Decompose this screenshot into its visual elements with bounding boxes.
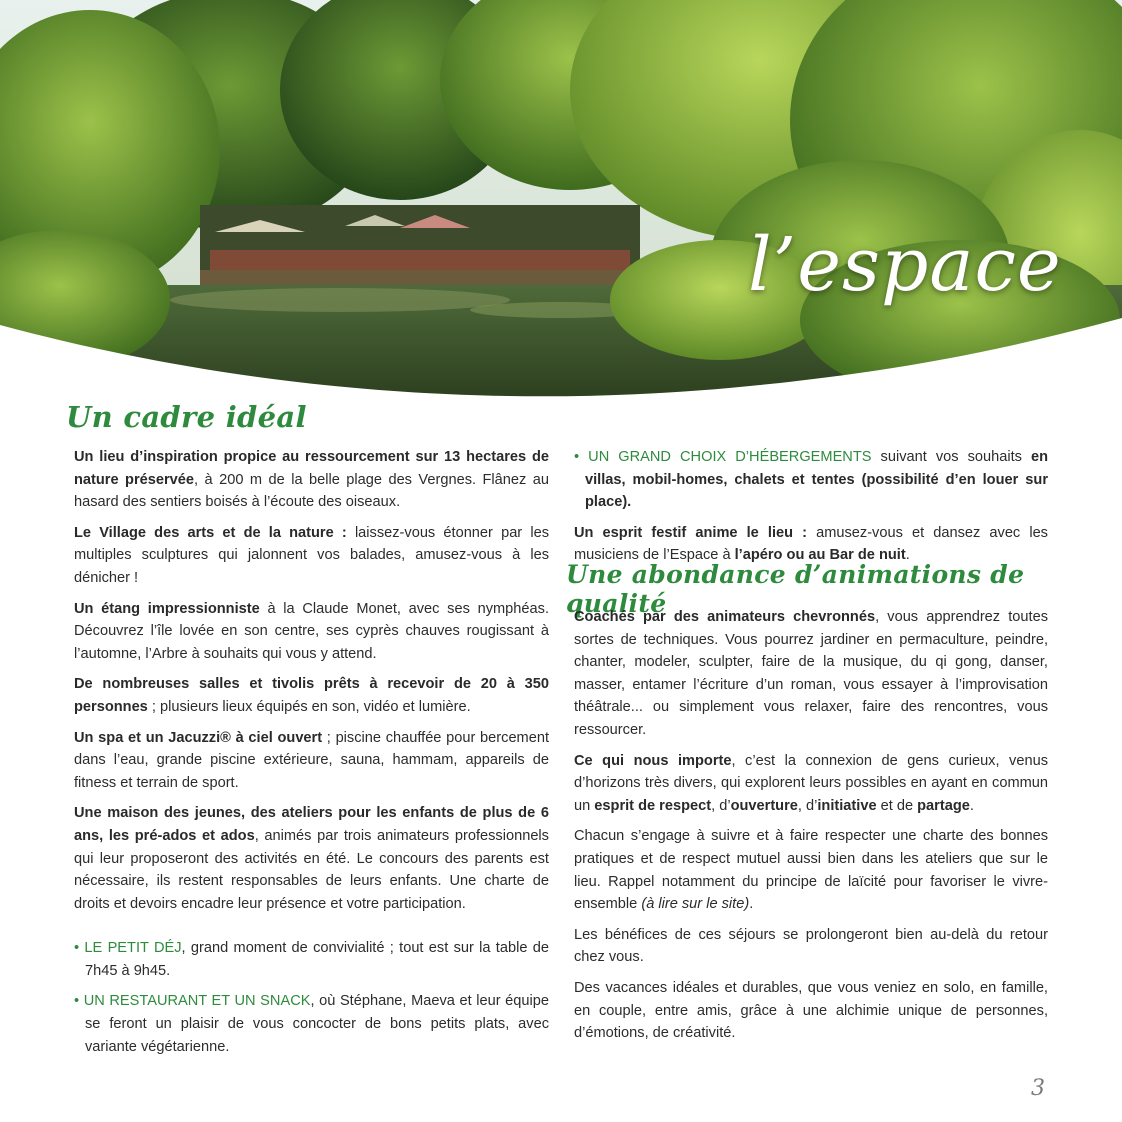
section-title-animations: Une abondance d’animations de qualité bbox=[566, 560, 1025, 618]
paragraph-benefices: Les bénéfices de ces séjours se prolongeront bien au-delà du retour chez vous. bbox=[574, 926, 1048, 966]
garden-pond-illustration bbox=[0, 0, 1122, 400]
page-number: 3 bbox=[1031, 1076, 1045, 1101]
paragraph-vacances: Des vacances idéales et durables, que vous veniez en solo, en famille, en couple, entre amis, grâce à une alchimie unique de personnes, d’émotions, de créativité. bbox=[574, 979, 1048, 1042]
paragraph-salles: De nombreuses salles et tivolis prêts à recevoir de 20 à 350 personnes ; plusieurs lieux équipés en son, vidéo et lumière. bbox=[74, 676, 549, 715]
paragraph-jeunes: Une maison des jeunes, des ateliers pour les enfants de plus de 6 ans, les pré-ados et ados, animés par trois animateurs professionnels qui leur proposeront des activités en été. Le concours des parents est nécessaire, ils restent responsables de leurs enfants. Une charte de droits et devoirs encadre leur présence et votre participation. bbox=[74, 805, 549, 912]
bullet-restaurant: • UN RESTAURANT ET UN SNACK, où Stéphane, Maeva et leur équipe se feront un plaisir de vous concocter de bons petits plats, avec variante végétarienne. bbox=[74, 993, 549, 1055]
paragraph-esprit-festif: Un esprit festif anime le lieu : amusez-vous et dansez avec les musiciens de l’Espace à l’apéro ou au Bar de nuit. bbox=[574, 524, 1048, 564]
bullet-hebergements: • UN GRAND CHOIX D’HÉBERGEMENTS suivant vos souhaits en villas, mobil-homes, chalets et tentes (possibilité d’en louer sur place). bbox=[574, 449, 1048, 511]
hero-photo bbox=[0, 0, 1122, 400]
bullet-petit-dej: • LE PETIT DÉJ, grand moment de convivialité ; tout est sur la table de 7h45 à 9h45. bbox=[74, 940, 549, 979]
paragraph-etang: Un étang impressionniste à la Claude Monet, avec ses nymphéas. Découvrez l’île lovée en son centre, ses cyprès chauves rougissant à l’automne, l’Arbre à souhaits qui vous y attend. bbox=[74, 600, 549, 662]
left-column bbox=[74, 446, 549, 1066]
hero-title: l’espace bbox=[748, 222, 1062, 308]
bullet-icon: • bbox=[74, 940, 80, 957]
right-column-bottom bbox=[574, 606, 1048, 1053]
right-column-top bbox=[574, 446, 1048, 575]
paragraph-spa: Un spa et un Jacuzzi® à ciel ouvert ; piscine chauffée pour bercement dans l’eau, grande piscine extérieure, sauna, hammam, appareils de fitness et terrain de sport. bbox=[74, 729, 549, 791]
bullet-icon: • bbox=[574, 449, 580, 465]
paragraph-importe: Ce qui nous importe, c’est la connexion de gens curieux, venus d’horizons très divers, qui explorent leurs possibles en ayant en commun un esprit de respect, d’ouverture, d’initiative et de partage. bbox=[574, 752, 1049, 814]
paragraph-coaches: Coachés par des animateurs chevronnés, vous apprendrez toutes sortes de techniques. Vous pourrez jardiner en permaculture, peindre, chanter, modeler, sculpter, faire de la musique, du qi gong, danser, masser, entamer l’écriture d’un roman, vous essayer à l’improvisation théâtrale... ou simplement vous relaxer, faire des rencontres, vous ressourcer. bbox=[574, 609, 1048, 738]
paragraph-lieu: Un lieu d’inspiration propice au ressourcement sur 13 hectares de nature préservée, à 200 m de la belle plage des Vergnes. Flânez au hasard des sentiers boisés à l’écoute des oiseaux. bbox=[74, 449, 549, 511]
bullet-icon: • bbox=[74, 993, 80, 1010]
paragraph-village: Le Village des arts et de la nature : laissez-vous étonner par les multiples sculptures qui jalonnent vos balades, amusez-vous à les dénicher ! bbox=[74, 524, 549, 586]
paragraph-charte: Chacun s’engage à suivre et à faire respecter une charte des bonnes pratiques et de respect mutuel aussi bien dans les ateliers que sur le lieu. Rappel notamment du principe de laïcité pour favoriser le vivre-ensemble (à lire sur le site). bbox=[574, 828, 1048, 913]
section-title-cadre: Un cadre idéal bbox=[66, 400, 307, 434]
